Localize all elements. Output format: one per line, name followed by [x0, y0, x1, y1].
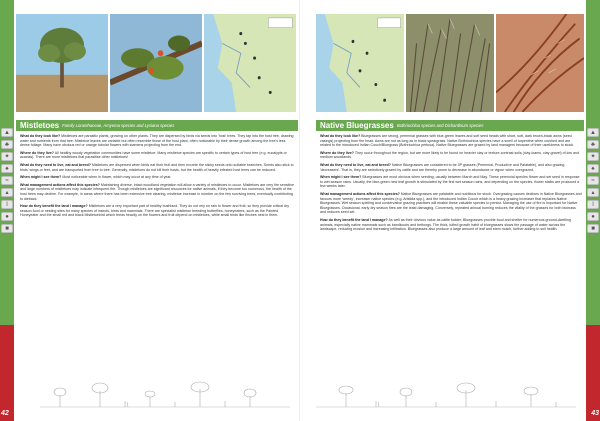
fire-icon: ▴: [587, 188, 599, 197]
left-title: Mistletoes: [20, 121, 60, 130]
answer-text: Native Bluegrasses are palatable and nutritious for stock. Overgrazing causes declines in Native Bluegrasses and favours more 'weedy', increaser native species (e.g. Aristida spp.), and the introduced Indian Couch which is a heavy grazing increaser that replaces Native Bluegrasses. Wet season spelling and conservative grazing practices will enable these valuable species to persist. Managing the use of fire is important for Native Bluegrasses. Occasional, early dry season fires are the least damaging. Conversely, repeated annual burning reduces the vitality of the grasses for both biomass and reduces seed set.: [320, 191, 582, 215]
left-title-bar: [16, 120, 298, 131]
answer-text: Mistletoes are parasitic plants, growing on other plants. They are dispersed by birds via seeds into 'host' trees. They tap into the host tree, drawing water and nutrients from that tree. Mistletoe leaves are variable but often resemble those of the host plant, often noticeable by their dense growth among the tree's less dense foliage. Many have obvious red or orange tubular flowers with stamens projecting from the end.: [20, 134, 294, 148]
left-body-text: [20, 134, 296, 221]
grass-seedheads-photo: [406, 14, 494, 112]
grass-awns-photo: [496, 14, 584, 112]
question-heading: What do they need to live, eat and breed?: [320, 162, 391, 167]
question-heading: Where do they live?: [20, 150, 54, 155]
answer-text: As well as their obvious value as cattle fodder, Bluegrasses provide food and shelter for numerous ground-dwelling animals, especially native mammals such as bandicoots and bettongs. The thick, tufted growth habit of bluegrasses slows the passage of water across the landscape, reducing erosion and increasing infiltration. Bluegrasses also produce a large amount of leaf and stem mulch, further adding to soil health.: [320, 217, 571, 232]
leaf-icon: ♠: [1, 164, 13, 173]
grass-icon: ǀ: [1, 200, 13, 209]
right-paragraph-3: [320, 163, 582, 172]
left-paragraph-3: [20, 163, 296, 172]
question-heading: What do they need to live, eat and breed?: [20, 162, 91, 167]
tree-icon: ♣: [1, 140, 13, 149]
answer-text: Bluegrasses are strong, perennial grasses with blue-green leaves and soft seed heads with short, soft, dark brown-black awns (seed casings) projecting from the head. Awns are not as long as in black speargrass. Native Bothriochloa species have a smell of turpentine when crushed and are related to the introduced Indian Couch/Bluegrass (Bothriochloa pertusa). Native Bluegrasses are grazed by land managers because of their usefulness to stock.: [320, 134, 575, 148]
left-side-icons: [0, 128, 14, 236]
right-paragraph-2: [320, 151, 582, 160]
question-heading: What management actions affect this species?: [20, 182, 100, 187]
answer-text: They occur throughout the region, but are more likely to be found on heavier clay or texture-contrast soils (clay-loams, clay-gravel) of low and medium woodlands.: [320, 150, 580, 160]
right-body-text: [320, 134, 582, 235]
left-photo-strip: [16, 14, 296, 112]
right-paragraph-5: [320, 192, 582, 215]
answer-text: Maintaining diverse, intact woodland vegetation will allow a variety of mistletoes to occur. Mistletoes are very fire sensitive and large numbers of mistletoes may indicate infrequent fire. Though mistletoes are significant resources for native animals, if they become too numerous, the health of the host trees may decline. For example, in areas where there has been extensive tree clearing, mistletoe increase in number on the few surviving trees, eventually contributing to dieback.: [20, 182, 295, 201]
animal-icon: ●: [1, 212, 13, 221]
mistletoe-photo: [110, 14, 202, 112]
question-heading: When might I see them?: [20, 175, 62, 180]
left-paragraph-6: [20, 204, 296, 218]
answer-text: Mistletoes are a very important part of healthy bushland. They do not rely on rain to flower and fruit, so they provide critical dry season food or nesting sites for many species of insects, birds and mammals. There are specialist mistletoe breeding butterflies, honeyeaters, such as the Painted Honeyeater and the small red and black Mistletoebird which feeds heavily on the flowers and fruit depend on mistletoes, while small birds like finches nest in them.: [20, 204, 289, 218]
right-side-icons: [586, 128, 600, 236]
tree-icon: ♣: [587, 140, 599, 149]
left-page-number: 42: [1, 410, 9, 417]
right-title: Native Bluegrasses: [320, 121, 394, 130]
left-landscape-illustration: [40, 381, 290, 411]
answer-text: Bluegrasses are most obvious when seeding, usually between March and May. These perennial species flower and set seed in response to wet season rains. Usually, the blue-green new leaf growth is stimulated by the first wet season rains, and depending on the species, flower stalks are produced a few weeks later.: [320, 175, 580, 189]
left-title-species: Family Loranthaceae, Amyema species and Lysiana species: [62, 123, 175, 128]
question-heading: How do they benefit the land I manage?: [320, 217, 388, 222]
right-landscape-illustration: [316, 381, 576, 411]
question-heading: How do they benefit the land I manage?: [20, 204, 88, 209]
water-icon: ≈: [587, 176, 599, 185]
left-paragraph-1: [20, 134, 296, 148]
question-heading: What management actions affect this species?: [320, 191, 400, 196]
question-heading: Where do they live?: [320, 150, 354, 155]
habitat-icon: ▲: [1, 128, 13, 137]
answer-text: Native Bluegrasses are considered to be 3P grasses (Perennial, Productive and Palatable), and also grazing 'decreasers'. That is, they are selectively grazed by cattle and are thereby prone to decrease in abundance or vigour when overgrazed.: [320, 162, 565, 172]
right-paragraph-1: [320, 134, 582, 148]
left-paragraph-4: [20, 175, 296, 180]
right-paragraph-4: [320, 175, 582, 189]
left-paragraph-2: [20, 151, 296, 160]
habitat-icon: ▲: [587, 128, 599, 137]
bird-icon: ✦: [1, 152, 13, 161]
right-distribution-map: [316, 14, 404, 112]
right-paragraph-6: [320, 218, 582, 232]
land-icon: ■: [1, 224, 13, 233]
answer-text: All healthy woody vegetation communities have some mistletoe. Many mistletoe species are specific to certain types of host tree (e.g. eucalypts or acacias). There are more mistletoes that parasitise other mistletoes!: [20, 150, 287, 160]
right-page-number-block: [586, 325, 600, 421]
bird-icon: ✦: [587, 152, 599, 161]
animal-icon: ●: [587, 212, 599, 221]
leaf-icon: ♠: [587, 164, 599, 173]
right-photo-strip: [316, 14, 584, 112]
right-page-number: 43: [591, 410, 599, 417]
left-paragraph-5: [20, 183, 296, 201]
left-distribution-map: [204, 14, 296, 112]
question-heading: What do they look like?: [20, 134, 61, 138]
fire-icon: ▴: [1, 188, 13, 197]
question-heading: When might I see them?: [320, 175, 362, 180]
grass-icon: ǀ: [587, 200, 599, 209]
right-title-species: Bothriochloa species and Dichanthium species: [396, 123, 484, 128]
answer-text: Mistletoes are dispersed when birds eat their fruit and then excrete the sticky seeds onto suitable branches. Seeds also stick to birds' wings or feet, and are transported from tree to tree. Generally, mistletoes do not kill their hosts, but the health of heavily infested host trees can be reduced.: [20, 162, 294, 172]
right-title-bar: [316, 120, 584, 131]
water-icon: ≈: [1, 176, 13, 185]
answer-text: Most noticeable when in flower, which may occur at any time of year.: [61, 175, 172, 180]
tree-photo: [16, 14, 108, 112]
land-icon: ■: [587, 224, 599, 233]
right-page: [300, 0, 600, 421]
left-page-number-block: [0, 325, 14, 421]
question-heading: What do they look like?: [320, 134, 361, 138]
